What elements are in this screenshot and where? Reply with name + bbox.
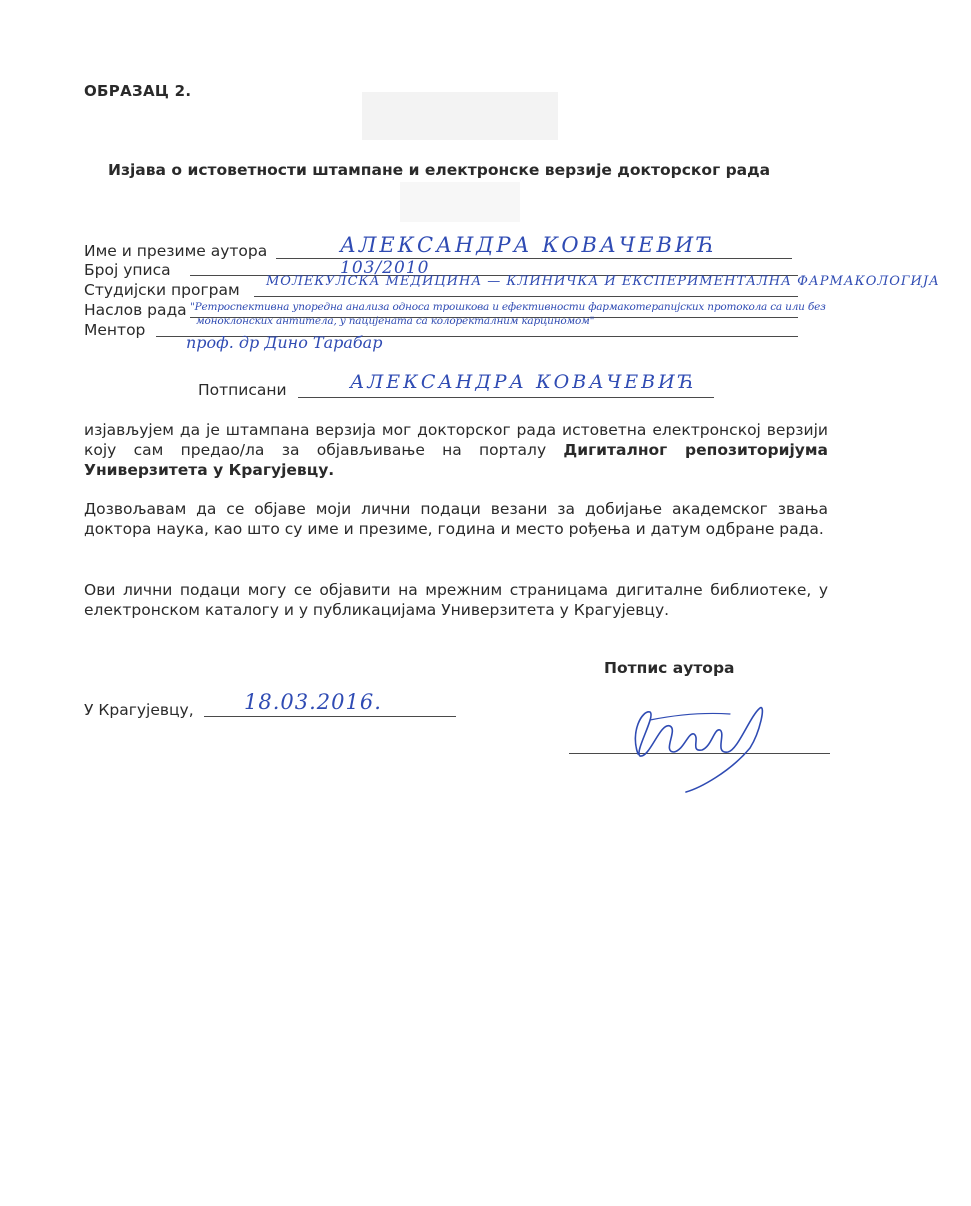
- author-label: Име и презиме аутора: [84, 242, 268, 260]
- thesis-value-line1: "Ретроспективна упоредна анализа односа трошкова и ефективности фармакотерапијских протокола са или без: [190, 301, 826, 313]
- signed-line: [298, 397, 714, 398]
- declaration-paragraph: [84, 420, 828, 480]
- program-line: [254, 296, 798, 297]
- author-value: АЛЕКСАНДРА КОВАЧЕВИЋ: [340, 233, 718, 257]
- signed-label: Потписани: [198, 381, 287, 399]
- program-label: Студијски програм: [84, 281, 240, 299]
- signed-value: АЛЕКСАНДРА КОВАЧЕВИЋ: [350, 371, 698, 393]
- place-label: У Крагујевцу,: [84, 701, 194, 719]
- date-line: [204, 716, 456, 717]
- consent-paragraph: Дозвољавам да се објаве моји лични подаци везани за добијање академског звања доктора наука, као што су име и презиме, година и место рођења и датум одбране рада.: [84, 500, 828, 538]
- date-value: 18.03.2016.: [244, 690, 382, 714]
- scan-artifact: [362, 92, 558, 140]
- publication-paragraph: Ови лични подаци могу се објавити на мрежним страницама дигиталне библиотеке, у електронском каталогу и у публикацијама Универзитета у Крагујевцу.: [84, 581, 828, 619]
- repository-name: Дигиталног репозиторијума Универзитета у Крагујевцу.: [84, 441, 828, 479]
- scan-artifact: [400, 182, 520, 222]
- thesis-label: Наслов рада: [84, 301, 187, 319]
- thesis-value-line2: моноклонских антитела, у пацијената са колоректалним карциномом": [196, 315, 595, 327]
- mentor-value: проф. др Дино Тарабар: [186, 333, 383, 352]
- document-title: Изјава о истоветности штампане и електронске верзије докторског рада: [108, 161, 771, 179]
- mentor-label: Ментор: [84, 321, 146, 339]
- form-number: ОБРАЗАЦ 2.: [84, 82, 192, 100]
- declaration-text: изјављујем да је штампана верзија мог докторског рада истоветна електронској верзији коју сам предао/ла за објављивање на порталу: [84, 421, 828, 459]
- enrollment-label: Број уписа: [84, 261, 171, 279]
- enrollment-value: 103/2010: [340, 258, 430, 278]
- program-value: МОЛЕКУЛСКА МЕДИЦИНА — КЛИНИЧКА И ЕКСПЕРИМЕНТАЛНА ФАРМАКОЛОГИЈА: [266, 274, 940, 289]
- author-signature: [610, 692, 780, 796]
- signature-title: Потпис аутора: [604, 659, 735, 677]
